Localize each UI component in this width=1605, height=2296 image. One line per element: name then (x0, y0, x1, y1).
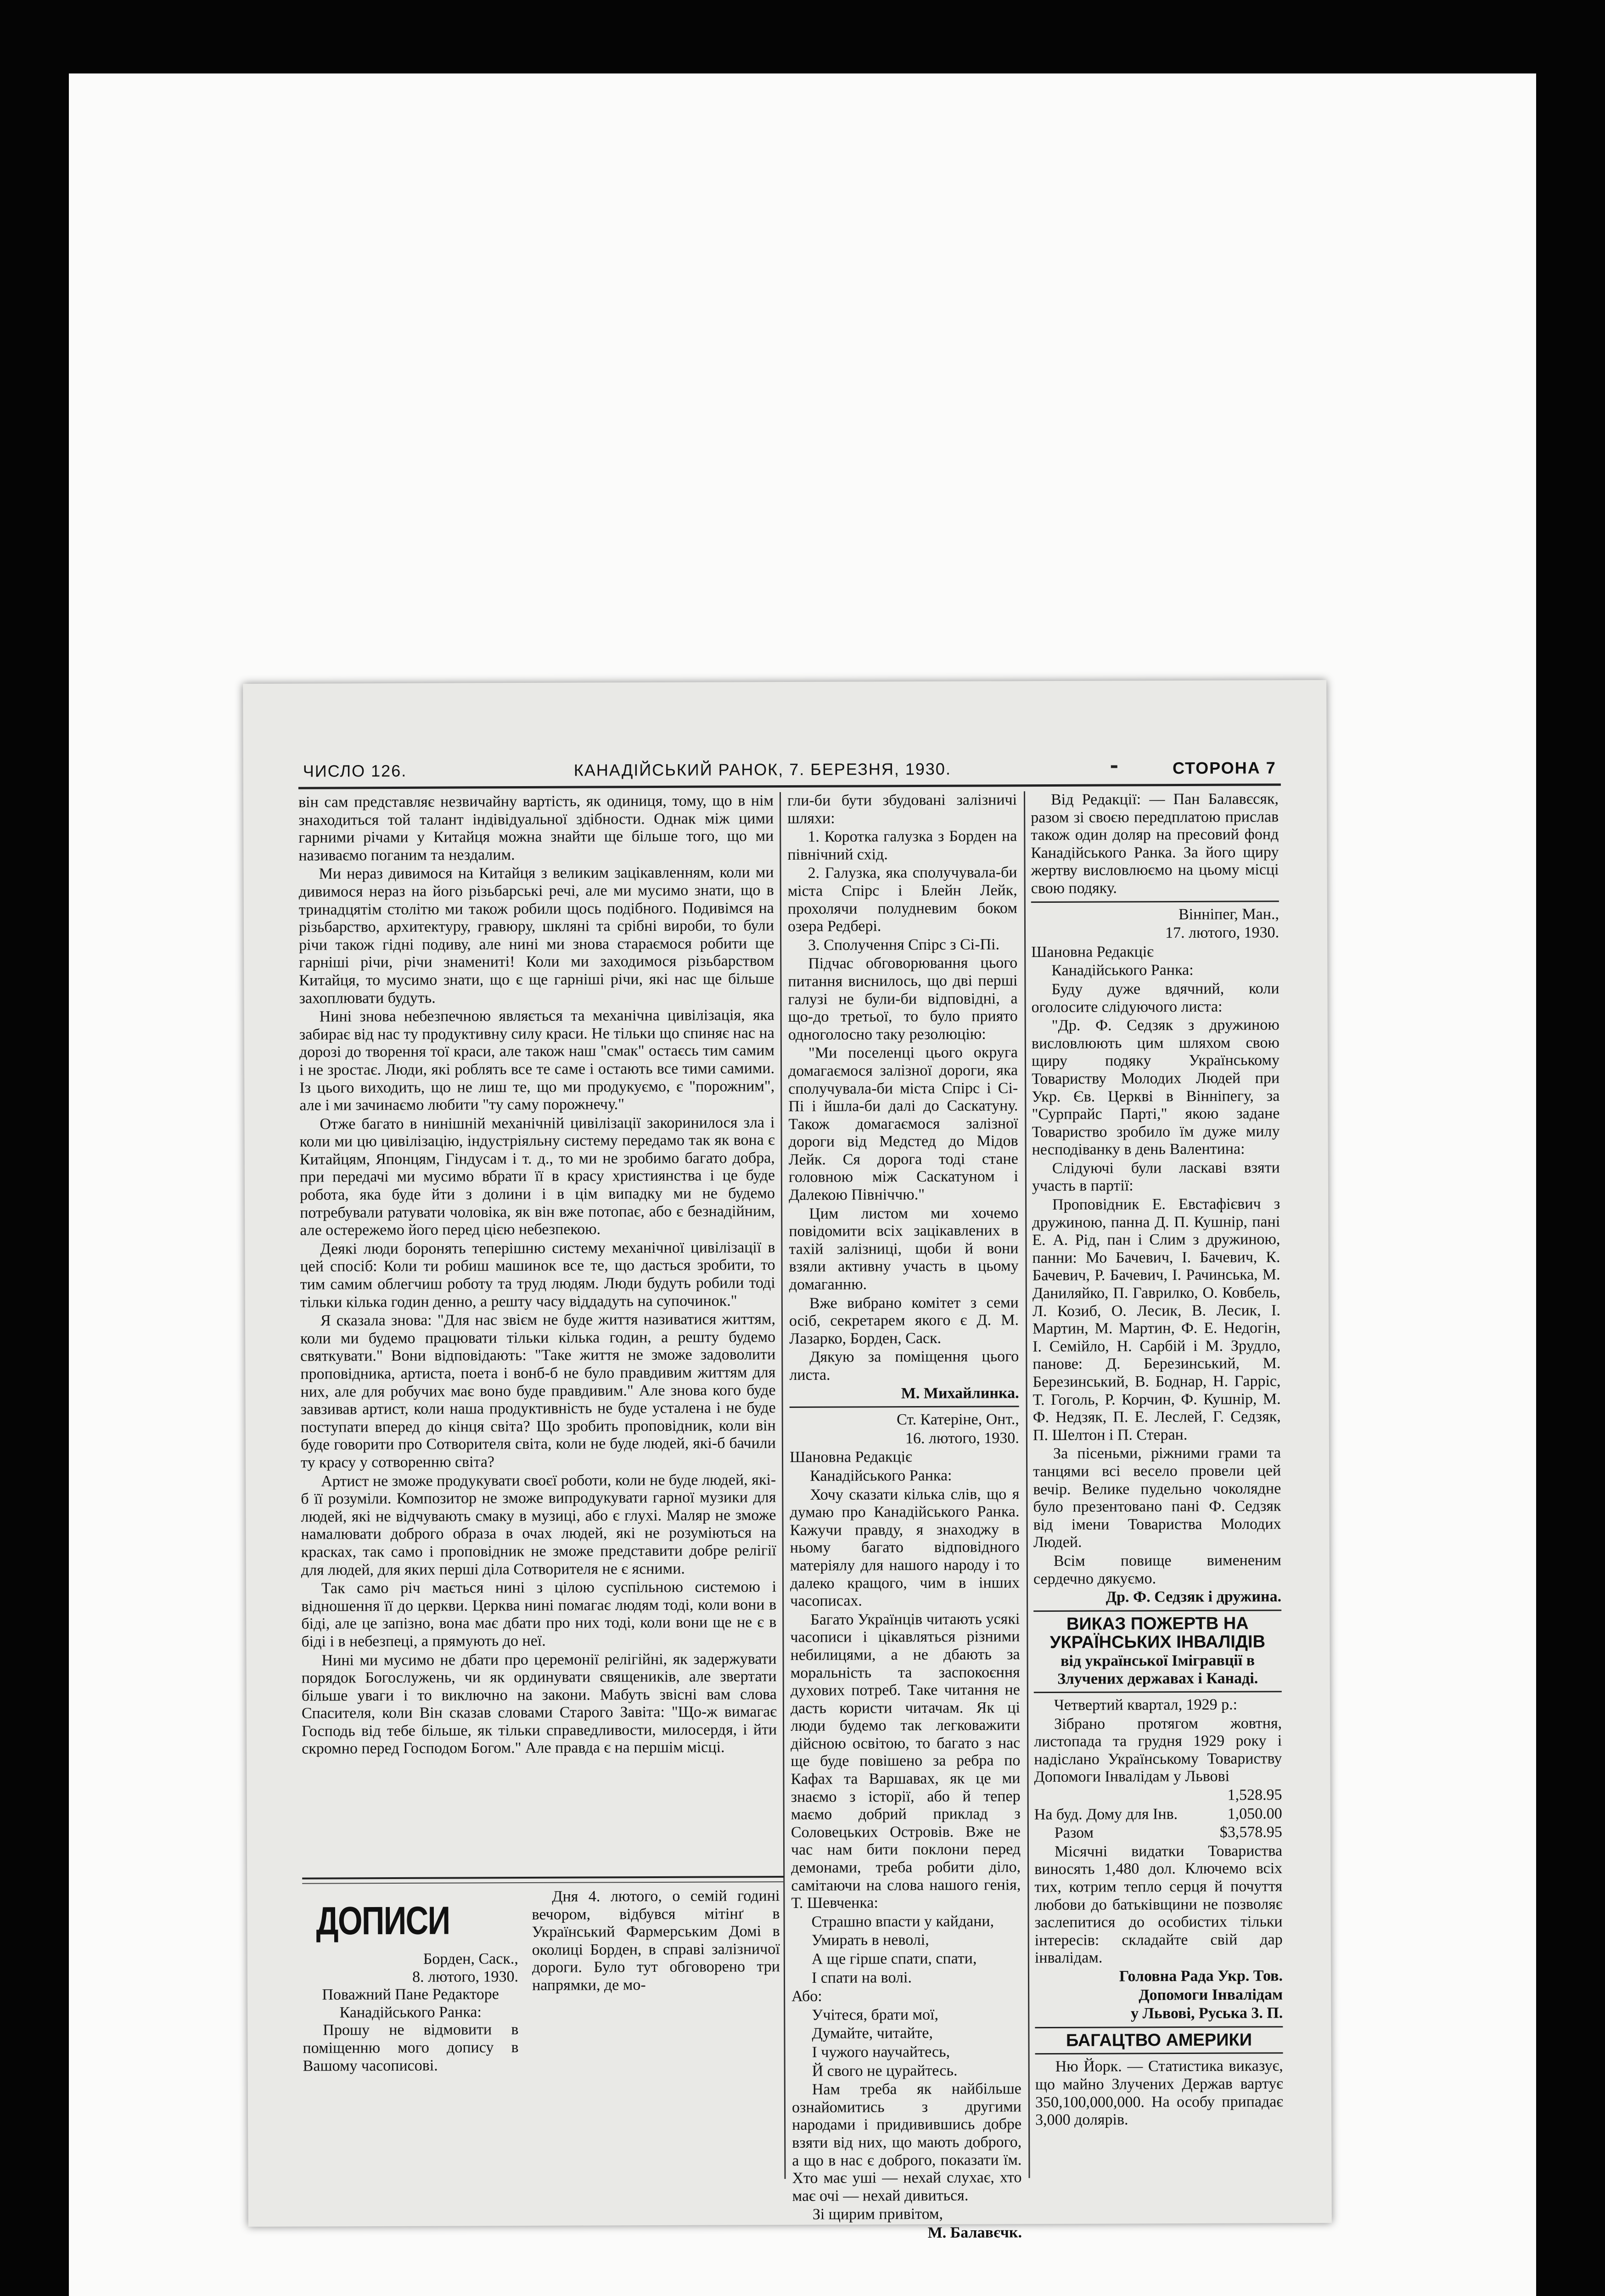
poem-line: Думайте, читайте, (812, 2025, 933, 2043)
divider (1034, 1691, 1282, 1693)
paragraph: Нині ми мусимо не дбати про церемонії релігійні, як задержувати порядок Богослужень, чи як ординувати священиків, але звертати більше уваги і то виключно на закони. Мабуть звісні вам слова Спасителя, коли Він сказав словами Старого Завіта: "Що-ж вимагає Господь від тебе більше, як тільки справедливости, милосердя, і йти скромно перед Господом Богом." Але правда є на першім місці. (301, 1650, 777, 1758)
letters-column-a (303, 1950, 519, 2181)
article-column-3 (1031, 790, 1284, 2173)
paragraph: Отже багато в нинішній механічній цивілізації закоринилося зла і коли ми цю цивілізацію, індустріяльну систему передамо так як вона є Китайцям, Японцям, Гіндусам і т. д., то ми не зробимо багато добра, при передачі ми мусимо вбрати її в красу християнства і це буде робота, яка буде йти з долини і в цім випадку ми не будемо потребували ратувати чоловіка, як він вже потопає, або є безнадійним, але остережемо його перед цією небезпекою. (299, 1114, 775, 1239)
paragraph: Зібрано протягом жовтня, листопада та грудня 1929 року і надіслано Українському Товариству Допомоги Інвалідам у Львові (1034, 1714, 1282, 1786)
letter-date: 8. лютого, 1930. (412, 1968, 519, 1986)
list-item: 1. Коротка галузка з Борден на північний схід. (787, 827, 1017, 863)
page-number: СТОРОНА 7 (1172, 758, 1276, 778)
divider (1033, 1609, 1281, 1612)
poem-line: А ще гірше спати, спати, (811, 1950, 977, 1968)
poem-line: Страшно впасти у кайдани, (811, 1913, 994, 1930)
section-rule-thin (302, 1881, 784, 1884)
paragraph: гли-би бути збудовані залізничі шляхи: (787, 791, 1017, 827)
amount-row (1034, 1805, 1282, 1823)
paragraph: він сам представляє незвичайну вартість, як одиниця, тому, що в нім знаходиться той талант індівідуальної здібности. Однак між цими гарними річами у Китайця можна знайти ще більше того, що ми називаємо поганим та нездалим. (298, 792, 774, 864)
paragraph: Деякі люди боронять теперішню систему механічної цивілізації в цей спосіб: Коли ти робиш машинок все те, що дасться зробити, то тим самим облегчиш роботу та труд людям. Люди будуть робили тоді тільки кілька годин денно, а решту часу віддадуть на супочинок." (300, 1238, 775, 1311)
paragraph: Слідуючі були ласкаві взяти участь в партії: (1032, 1159, 1280, 1195)
paragraph: Нині знова небезпечною являється та механічна цивілізація, яка забирає від нас ту продуктивну силу краси. Не тільки що спиняє нас на дорозі до творення тої краси, але також наш "смак" остаєсь тим самим і не зростає. Люди, які роблять все те саме і остають все тими самими. Із цього виходить, що не лиш те, що ми продукуємо, є "порожним", але і ми зачинаємо любити "ту саму порожнечу." (299, 1007, 775, 1114)
letter-date: 16. лютого, 1930. (905, 1429, 1019, 1447)
paragraph: Нам треба як найбільше ознайомитись з другими народами і придивившись добре взяти від них, що мають доброго, а що в нас є доброго, показати їм. Хто має уші — нехай слухає, хто має очі — нехай дивиться. (791, 2080, 1022, 2205)
header-mark (1111, 765, 1117, 768)
closing: Зі щирим привітом, (812, 2206, 943, 2223)
poem-line: І спати на волі. (811, 1969, 912, 1986)
heading: ВИКАЗ ПОЖЕРТВ НА (1066, 1614, 1249, 1634)
paragraph: Прошу не відмовити в поміщенню мого допису в Вашому часописові. (303, 2021, 519, 2075)
column-rule-2 (1024, 791, 1030, 2178)
masthead-date: КАНАДІЙСЬКИЙ РАНОК, 7. БЕРЕЗНЯ, 1930. (573, 759, 951, 780)
heading: УКРАЇНСЬКИХ ІНВАЛІДІВ (1049, 1632, 1266, 1653)
paragraph: Підчас обговорювання цього питання виснилось, що дві перші галузі не були-би відповідні, а що-до третьої, то було приято одноголосно таку резолюцію: (788, 954, 1018, 1043)
paragraph: Вже вибрано комітет з семи осіб, секретарем якого є Д. М. Лазарко, Борден, Саск. (789, 1294, 1019, 1347)
letter-place: Вінніпег, Ман., (1178, 905, 1279, 923)
article-column-2 (787, 791, 1022, 2241)
paragraph: Ми нераз дивимося на Китайця з великим зацікавленням, коли ми дивимося нераз на його різьбарські речі, але ми мусимо знати, що в тринадцятім столітю ми також робили щось подібного. Подивімся на різьбарство, архитектуру, гравюру, шкляні та срібні вироби, то були річи також гідні подиву, але нині ми знова стараємося робити ще гарніші річи, річи знамениті! Коли ми заходимося різьбарством Китайця, то мусимо знати, що є ще гарніші річи, які нас ще більше захоплювати будуть. (298, 864, 774, 1007)
newspaper-page (243, 680, 1332, 2241)
paragraph: Артист не зможе продукувати своєї роботи, коли не буде людей, які-б її розуміли. Композитор не зможе випродукувати гарної музики для людей, які не відчувають смаку в музиці, або є глухі. Маляр не зможе намалювати доброго образа в очах людей, які не розуміються на красках, так само і проповідник не зможе представити добре релігії для людей, для яких перші діла Сотворителя не є ясними. (301, 1471, 776, 1579)
poem-line: Умирать в неволі, (811, 1931, 929, 1949)
letter-salutation: Поважний Пане Редакторе (322, 1986, 499, 2003)
article-column-1 (298, 792, 777, 1857)
letter-salutation: Канадійського Ранка: (339, 2003, 482, 2021)
paragraph: Ню Йорк. — Статистика виказує, що майно Злучених Держав вартує 350,100,000,000. На особу припадає 3,000 долярів. (1035, 2057, 1283, 2129)
poem-lead: Або: (791, 1987, 822, 2005)
letters-column-b (532, 1887, 780, 2182)
divider (790, 1406, 1019, 1408)
paragraph: Четвертий квартал, 1929 р.: (1054, 1696, 1238, 1714)
letter-salutation: Канадійського Ранка: (1051, 962, 1194, 979)
subheading: від української Імігравції в Злучених державах і Канаді. (1057, 1652, 1258, 1688)
issue-number: ЧИСЛО 126. (303, 761, 407, 781)
paragraph: "Др. Ф. Седзяк з дружиною висловлюють цим шляхом свою щиру подяку Українському Товариству Молодих Людей при Укр. Єв. Церкві в Вінніпегу, за "Сурпрайс Парті," якою задане Товариство зробило їм дуже милу несподіванку в день Валентина: (1031, 1016, 1280, 1159)
divider (1035, 2053, 1283, 2055)
list-item: 3. Сполучення Спірс з Сі-Пі. (808, 936, 1000, 954)
total-amount: $3,578.95 (1219, 1823, 1282, 1841)
letter-salutation: Шановна Редакціє (789, 1448, 912, 1466)
paragraph: Місячні видатки Товариства виносять 1,480 дол. Ключемо всіх тих, котрим тепло серця й почуття любови до батьківщини не позволяє заслепитися до особистих тільки інтересів: складайте свій дар інвалідам. (1034, 1842, 1283, 1967)
amount: 1,050.00 (1227, 1805, 1282, 1823)
list-item: 2. Галузка, яка сполучувала-би міста Спірс і Блейн Лейк, прохолячи полудневим боком озера Редбері. (787, 864, 1017, 935)
paragraph: Багато Українців читають усякі часописи і цікавляться різними небилицями, а не дбають за моральність та заспокоєння духових потреб. Таке читання не дасть користи читачам. Як ці люди будемо так легковажити дійсною освітою, то багато з нас ще буде повішено за ребра по Кафах та Варшавах, як це ми знаємо з історії, або й тепер маємо добрий приклад з Соловецьких Островів. Вже не час нам бити поклони перед демонами, треба робити діло, самітаючи на слова нашого генія, Т. Шевченка: (790, 1610, 1021, 1912)
signature: М. Балавєчк. (927, 2224, 1022, 2241)
letter-place: Борден, Саск., (423, 1950, 518, 1968)
section-rule (302, 1876, 784, 1880)
signature: Др. Ф. Седзяк і дружина. (1106, 1588, 1282, 1606)
paragraph: За пісеньми, ріжними грами та танцями всі весело провели цей вечір. Велике пудельно чоколядне було презентовано пані Ф. Седзяк від імени Товариства Молодих Людей. (1033, 1444, 1281, 1551)
poem-line: І чужого научайтесь, (812, 2043, 950, 2061)
column-rule-1 (780, 792, 786, 2179)
paragraph: Буду дуже вдячний, коли оголосите слідуючого листа: (1031, 980, 1280, 1016)
paragraph: Проповідник Е. Евстафієвич з дружиною, панна Д. П. Кушнір, пані Е. А. Рід, пан і Слим з дружиною, панни: Мо Бачевич, І. Бачевич, К. Бачевич, Р. Бачевич, І. Рачинська, М. Даниляйко, П. Гаврилко, О. Ковбель, Л. Козиб, О. Лесик, В. Лесик, І. Мартин, М. Мартин, Ф. Е. Недогін, І. Семійло, Н. Сарбій і М. Зрудло, панове: Д. Березинський, М. Березинський, В. Боднар, Н. Гарріс, Т. Гоголь, Р. Корчин, Ф. Кушнір, М. Ф. Недзяк, П. Е. Леслей, Г. Седзяк, П. Шелтон і П. Стеран. (1032, 1195, 1281, 1444)
heading: БАГАЦТВО АМЕРИКИ (1066, 2030, 1252, 2050)
amount-label: На буд. Дому для Інв. (1034, 1805, 1178, 1823)
poem-line: Учітеся, брати мої, (812, 2006, 939, 2024)
paragraph: Дня 4. лютого, о семій годині вечором, відбувся мітінґ в Український Фармерським Домі в околиці Борден, в справі залізничої дороги. Було тут обговорено три напрямки, де мо- (532, 1887, 780, 1994)
amount: 1,528.95 (1227, 1786, 1282, 1804)
paragraph: Дякую за поміщення цього листа. (789, 1348, 1019, 1384)
letter-salutation: Канадійського Ранка: (810, 1467, 952, 1485)
divider (1035, 2026, 1283, 2028)
signature: М. Михайлинка. (901, 1384, 1019, 1402)
organization-line: Головна Рада Укр. Тов. (1119, 1967, 1283, 1985)
paragraph: Хочу сказати кілька слів, що я думаю про Канадійського Ранка. Кажучи правду, я знаходжу в ньому багато відповідного матеріялу для нашого народу і то далеко кращого, чим в інших часописах. (790, 1485, 1020, 1610)
paragraph: Цим листом ми хочемо повідомити всіх зацікавлених в тахій залізниці, щоби й вони взяли активну участь в цьому домаганню. (789, 1204, 1019, 1294)
editor-note: Від Редакції: — Пан Балавєсяк, разом зі своєю передплатою прислав також один доляр на пресовий фонд Канадійського Ранка. За його щиру жертву висловлюємо на цьому місці свою подяку. (1031, 790, 1279, 897)
organization-line: Допомоги Інвалідам (1139, 1986, 1283, 2003)
letter-place: Ст. Катеріне, Онт., (896, 1411, 1019, 1429)
letter-date: 17. лютого, 1930. (1165, 924, 1280, 942)
paragraph: "Ми поселенці цього округа домагаємося залізної дороги, яка сполучувала-би міста Спірс і Сі-Пі і йшла-би далі до Саскатуну. Також домагаємося залізної дороги від Медстед до Мідов Лейк. Ся дорога тоді стане головною між Саскатуном і Далекою Північчю." (788, 1044, 1018, 1204)
letter-salutation: Шановна Редакціє (1031, 943, 1154, 961)
organization-line: у Львові, Руська 3. П. (1130, 2004, 1283, 2022)
section-title: ДОПИСИ (316, 1898, 450, 1943)
total-row (1034, 1823, 1282, 1842)
paragraph: Я сказала знова: "Для нас звієм не буде життя називатися життям, коли ми будемо працювати тільки кілька годин, а решту будемо святкувати." Вони відповідають: "Таке життя не зможе задоволити проповідника, артиста, поета і вонб-б не було правдивим життям для них, але для робучих має воно буде правдивим." Але знова кого буде завзивав артист, коли наша продуктивність не буде усталена і не буде поступати вперед до кінця світа? Що зробить проповідник, коли він буде говорити про Сотворителя світа, коли не буде людей, які-б бачили ту красу у сотворенню світа? (300, 1311, 776, 1471)
total-label: Разом (1054, 1824, 1094, 1842)
poem-line: Й свого не цурайтесь. (812, 2062, 958, 2080)
paragraph: Так само річ мається нині з цілою суспільною системою і відношення її до церкви. Церква нині помагає людям тоді, коли вони в біді, але це запізно, вона має дбати про них тоді, коли вони ще не є в біді і в небезпеці, а прямують до неї. (301, 1578, 777, 1650)
divider (1031, 900, 1279, 903)
paragraph: Всім повище вимененим сердечно дякуємо. (1033, 1552, 1281, 1587)
